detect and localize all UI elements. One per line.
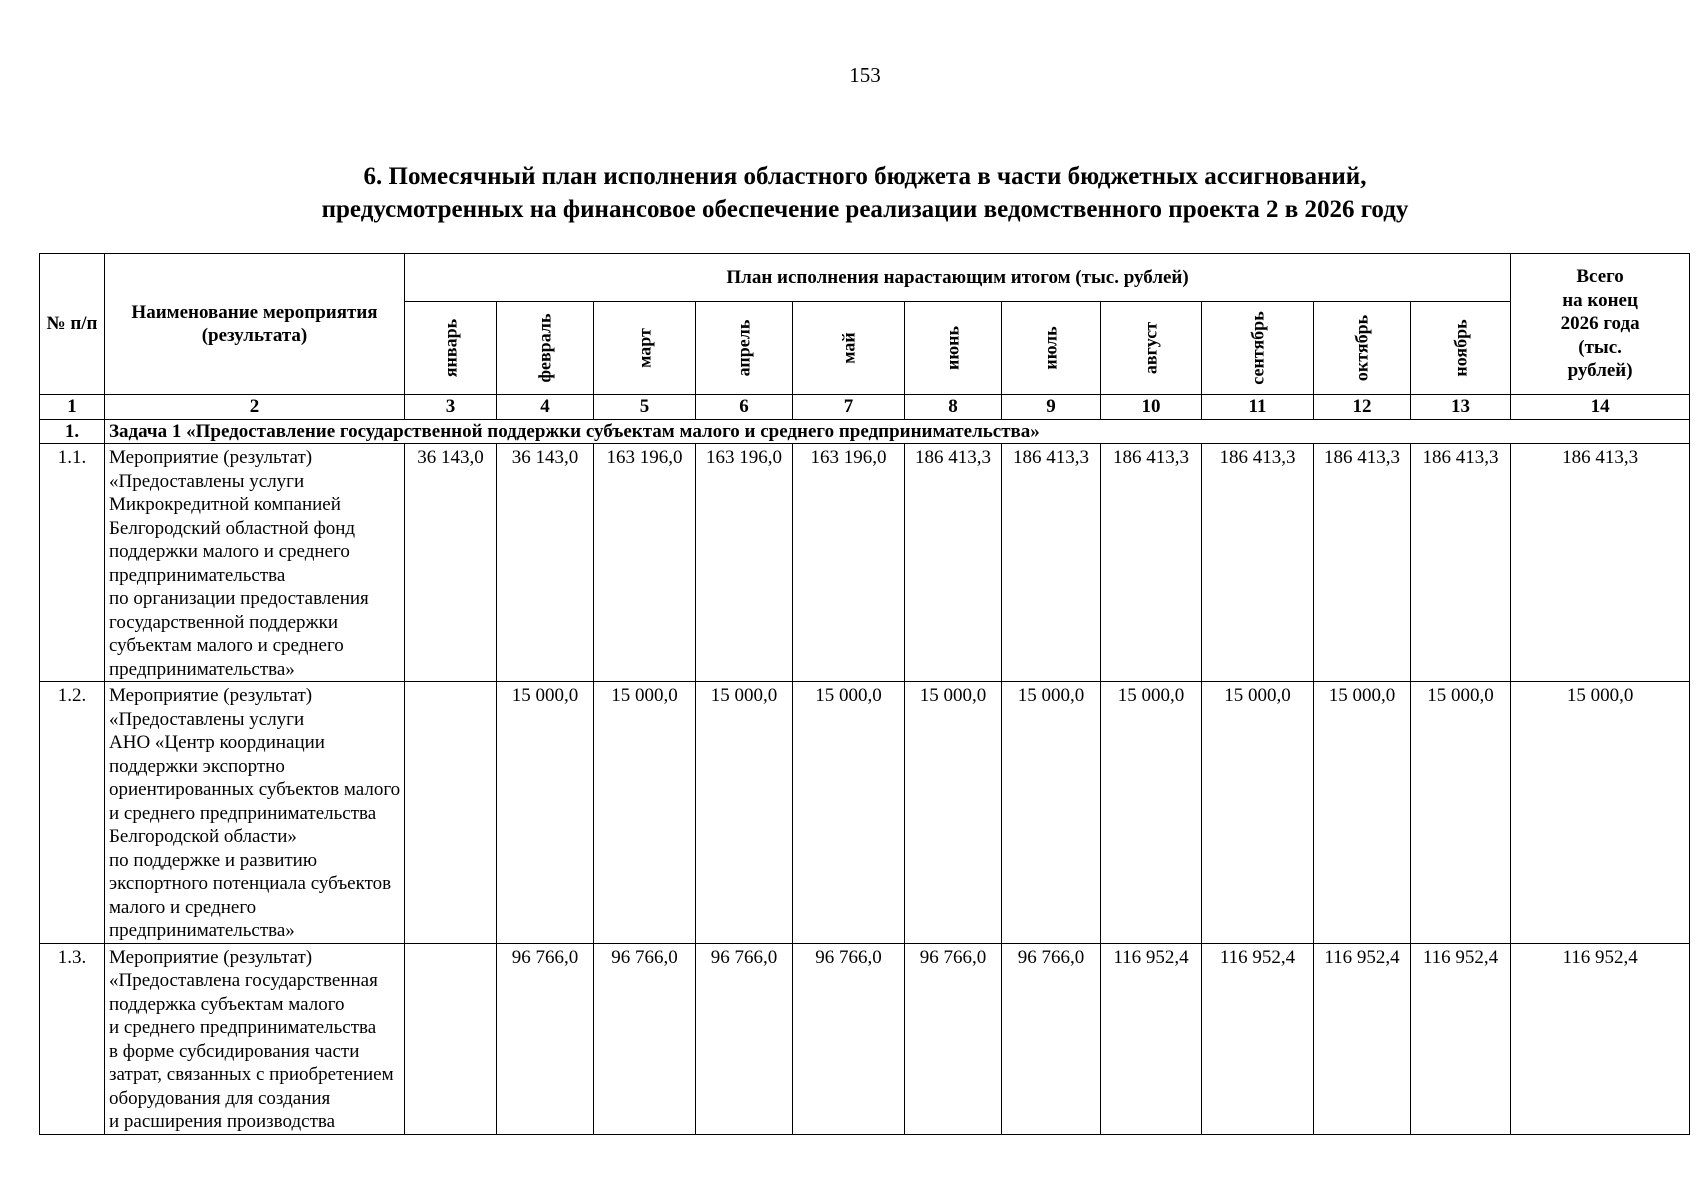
title-line-1: 6. Помесячный план исполнения областного бюджета в части бюджетных ассигнований, [363, 163, 1367, 190]
row-value: 15 000,0 [1002, 682, 1101, 944]
row-value: 96 766,0 [793, 943, 905, 1134]
column-number: 13 [1411, 395, 1511, 420]
row-total: 186 413,3 [1511, 444, 1690, 682]
row-value: 15 000,0 [905, 682, 1002, 944]
table-row [40, 444, 1690, 682]
document-title [0, 160, 1708, 226]
row-value: 163 196,0 [696, 444, 793, 682]
row-value: 163 196,0 [594, 444, 696, 682]
row-value: 96 766,0 [497, 943, 594, 1134]
row-value: 96 766,0 [696, 943, 793, 1134]
header-plan-group: План исполнения нарастающим итогом (тыс. рублей) [405, 254, 1511, 302]
month-header: февраль [497, 302, 594, 395]
task-title: Задача 1 «Предоставление государственной поддержки субъектам малого и среднего предпринимательства» [105, 419, 1690, 444]
row-value: 36 143,0 [405, 444, 497, 682]
column-number: 10 [1101, 395, 1202, 420]
row-name: Мероприятие (результат) «Предоставлена государственная поддержка субъектам малого и среднего предпринимательства в форме субсидирования части затрат, связанных с приобретением оборудования для создания и расширения производства [105, 943, 405, 1134]
row-number: 1.3. [40, 943, 105, 1134]
row-value: 15 000,0 [696, 682, 793, 944]
row-value: 96 766,0 [594, 943, 696, 1134]
column-number: 2 [105, 395, 405, 420]
row-value: 15 000,0 [793, 682, 905, 944]
row-value: 163 196,0 [793, 444, 905, 682]
month-header: август [1101, 302, 1202, 395]
header-num: № п/п [40, 254, 105, 395]
column-number-row [40, 395, 1690, 420]
row-value: 15 000,0 [1314, 682, 1411, 944]
month-header: октябрь [1314, 302, 1411, 395]
row-value: 186 413,3 [1411, 444, 1511, 682]
task-number: 1. [40, 419, 105, 444]
budget-plan-table [39, 253, 1690, 1135]
column-number: 7 [793, 395, 905, 420]
column-number: 8 [905, 395, 1002, 420]
column-number: 11 [1202, 395, 1314, 420]
column-number: 5 [594, 395, 696, 420]
row-value [405, 943, 497, 1134]
row-value: 116 952,4 [1101, 943, 1202, 1134]
column-number: 1 [40, 395, 105, 420]
row-name: Мероприятие (результат) «Предоставлены услуги Микрокредитной компанией Белгородский областной фонд поддержки малого и среднего предпринимательства по организации предоставления государственной поддержки субъектам малого и среднего предпринимательства» [105, 444, 405, 682]
header-total: Всего на конец 2026 года (тыс. рублей) [1511, 254, 1690, 395]
row-total: 15 000,0 [1511, 682, 1690, 944]
month-header: июль [1002, 302, 1101, 395]
row-value: 15 000,0 [497, 682, 594, 944]
month-header: март [594, 302, 696, 395]
row-value: 15 000,0 [1202, 682, 1314, 944]
row-value: 15 000,0 [1411, 682, 1511, 944]
row-value: 186 413,3 [1202, 444, 1314, 682]
column-number: 12 [1314, 395, 1411, 420]
column-number: 6 [696, 395, 793, 420]
month-header: апрель [696, 302, 793, 395]
column-number: 9 [1002, 395, 1101, 420]
row-value: 186 413,3 [1101, 444, 1202, 682]
row-value: 116 952,4 [1202, 943, 1314, 1134]
month-header: май [793, 302, 905, 395]
row-value: 116 952,4 [1411, 943, 1511, 1134]
row-name: Мероприятие (результат) «Предоставлены услуги АНО «Центр координации поддержки экспортно ориентированных субъектов малого и среднего предпринимательства Белгородской области» по поддержке и развитию экспортного потенциала субъектов малого и среднего предпринимательства» [105, 682, 405, 944]
row-number: 1.2. [40, 682, 105, 944]
row-value: 116 952,4 [1314, 943, 1411, 1134]
row-total: 116 952,4 [1511, 943, 1690, 1134]
table-row [40, 682, 1690, 944]
header-row [40, 254, 1690, 302]
month-header: июнь [905, 302, 1002, 395]
row-value: 186 413,3 [1314, 444, 1411, 682]
row-value: 15 000,0 [594, 682, 696, 944]
table-row [40, 943, 1690, 1134]
row-value: 96 766,0 [1002, 943, 1101, 1134]
month-header: сентябрь [1202, 302, 1314, 395]
header-name: Наименование мероприятия (результата) [105, 254, 405, 395]
row-value: 36 143,0 [497, 444, 594, 682]
column-number: 14 [1511, 395, 1690, 420]
column-number: 3 [405, 395, 497, 420]
row-number: 1.1. [40, 444, 105, 682]
title-line-2: предусмотренных на финансовое обеспечение реализации ведомственного проекта 2 в 2026 году [321, 196, 1409, 223]
row-value: 15 000,0 [1101, 682, 1202, 944]
page-number: 153 [849, 63, 881, 87]
column-number: 4 [497, 395, 594, 420]
row-value [405, 682, 497, 944]
task-row [40, 419, 1690, 444]
row-value: 96 766,0 [905, 943, 1002, 1134]
month-header: январь [405, 302, 497, 395]
row-value: 186 413,3 [1002, 444, 1101, 682]
row-value: 186 413,3 [905, 444, 1002, 682]
month-header: ноябрь [1411, 302, 1511, 395]
